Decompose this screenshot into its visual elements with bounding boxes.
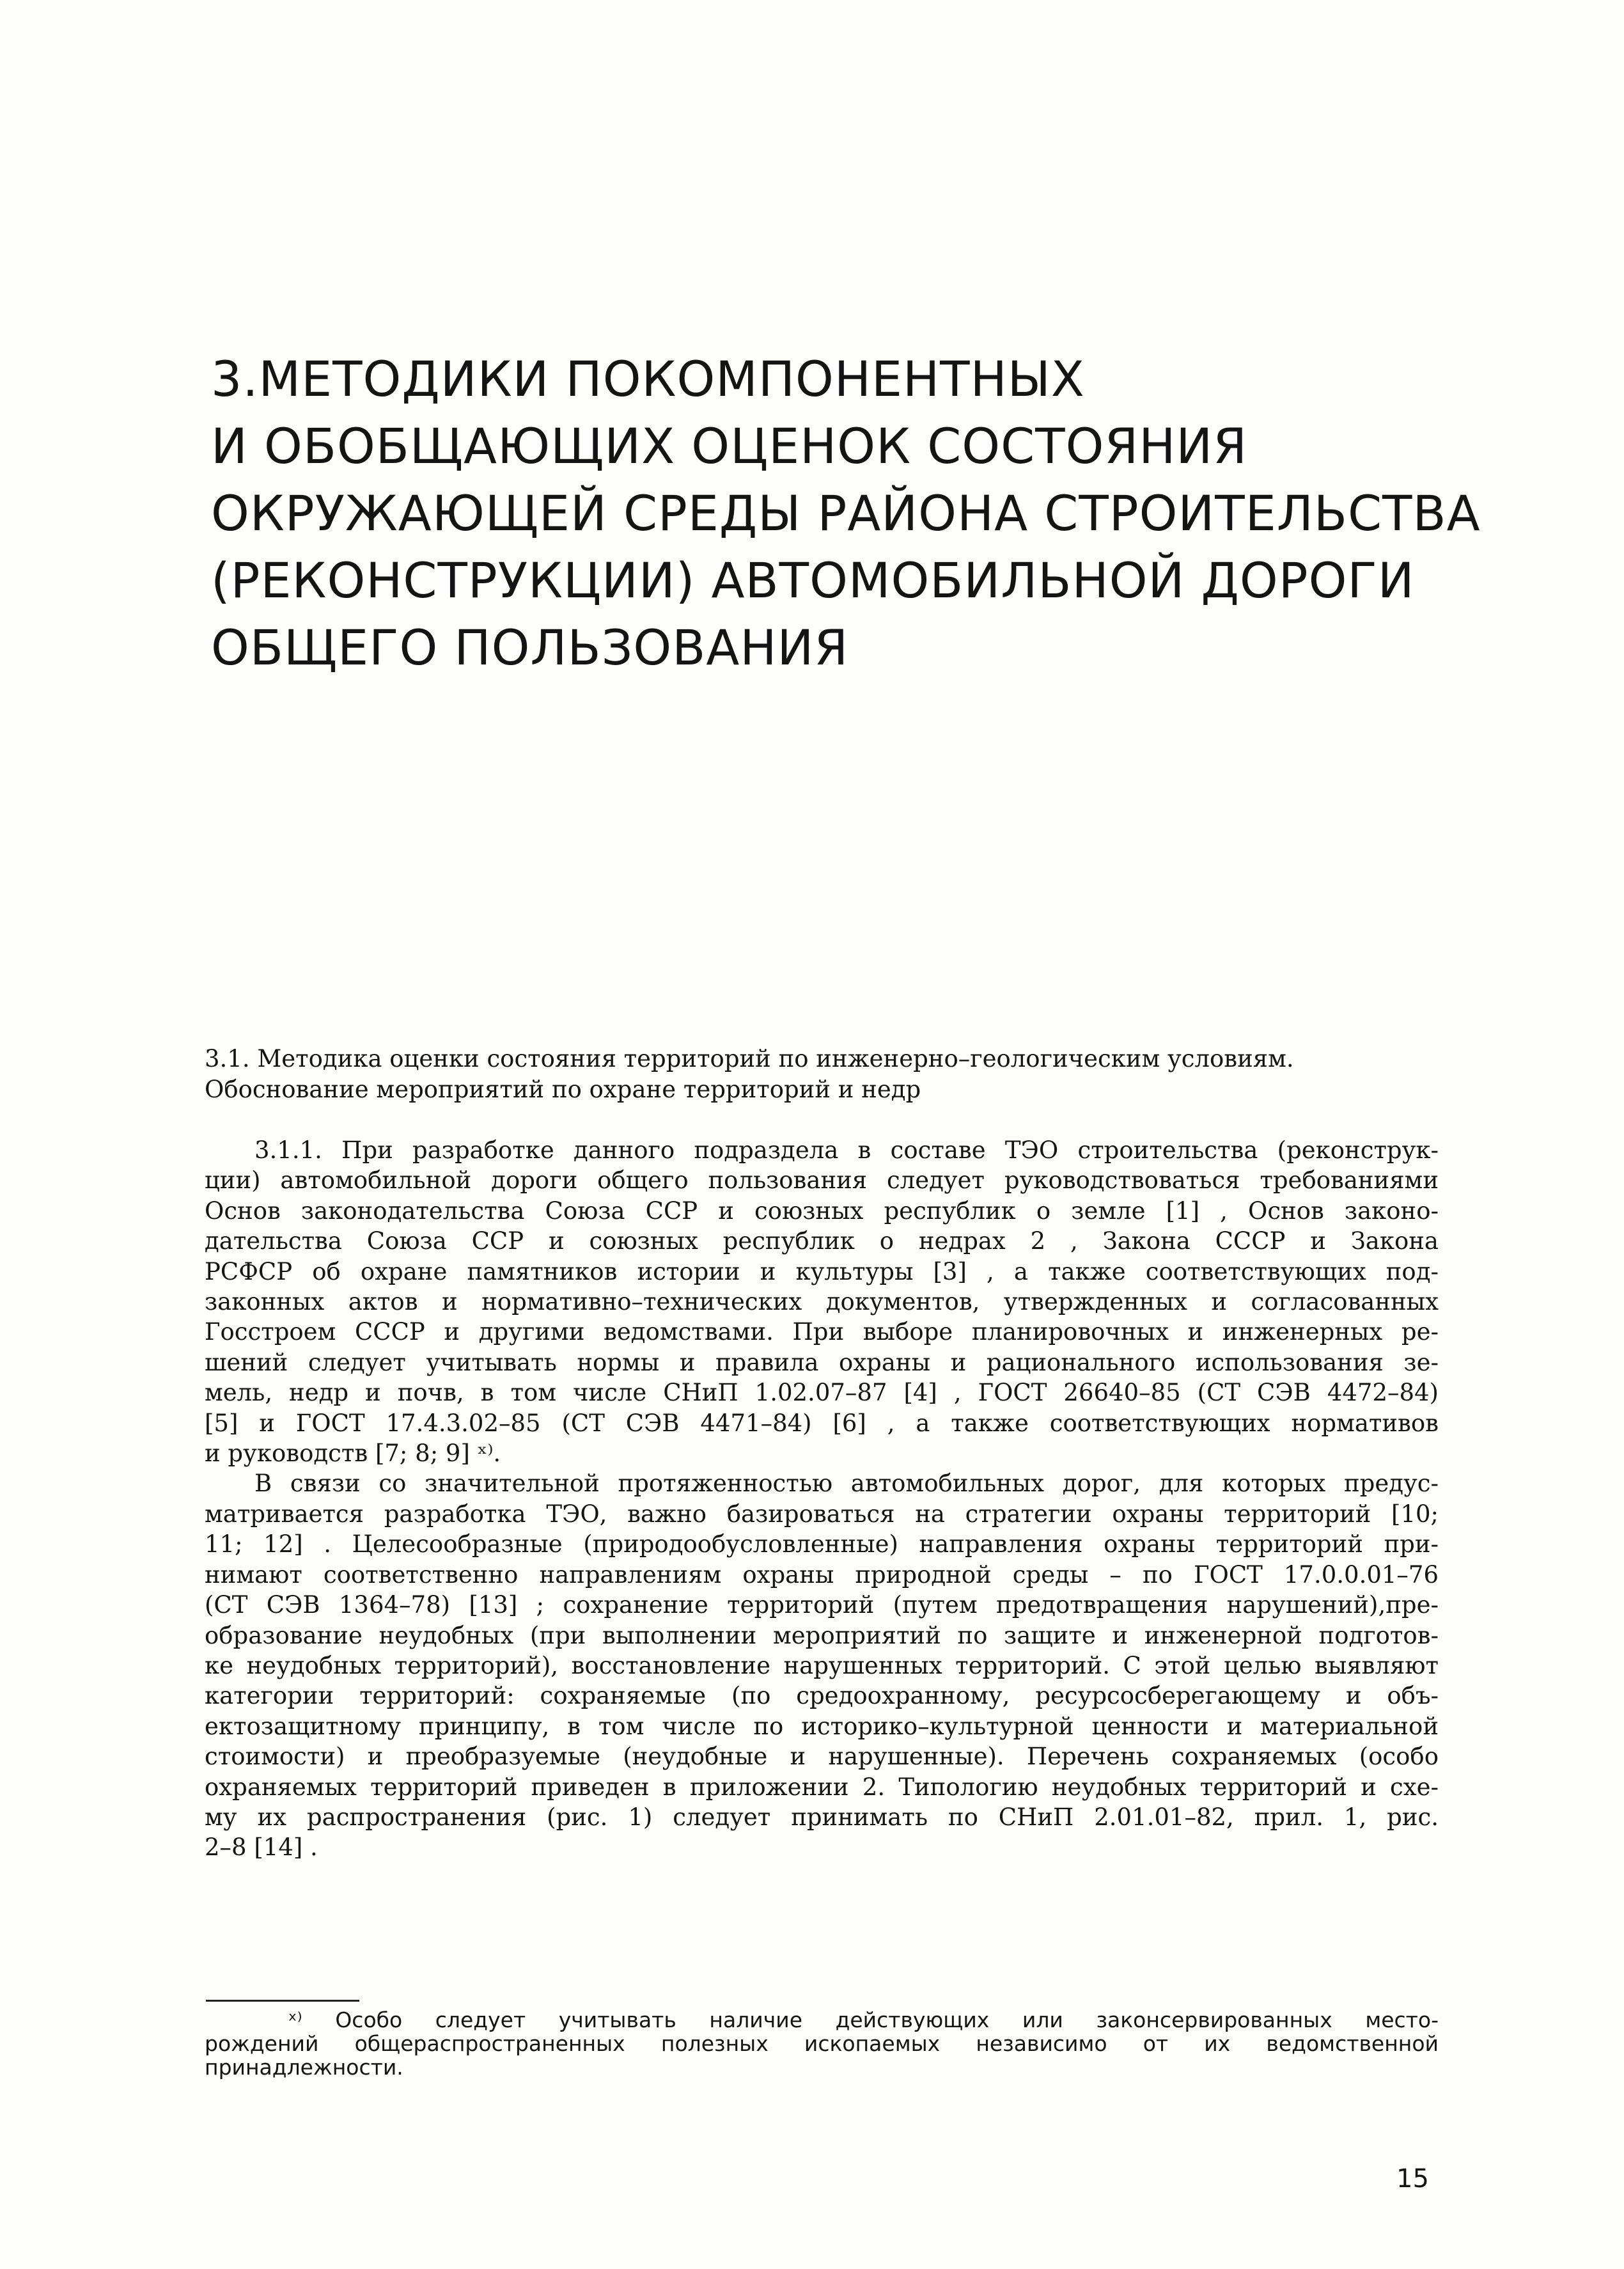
paragraph-3-1-1: [205, 1135, 1439, 1468]
text-line: дательства Союза ССР и союзных республик о недрах 2 , Закона СССР и Закона: [205, 1227, 1439, 1255]
text-line: мель, недр и почв, в том числе СНиП 1.02.07–87 [4] , ГОСТ 26640–85 (СТ СЭВ 4472–84): [205, 1379, 1439, 1407]
text-line: охраняемых территорий приведен в приложении 2. Типологию неудобных территорий и схе-: [205, 1773, 1439, 1801]
text-line: ции) автомобильной дороги общего пользования следует руководствоваться требованиями: [205, 1166, 1439, 1195]
text-line: ке неудобных территорий), восстановление нарушенных территорий. С этой целью выявляют: [205, 1651, 1439, 1679]
text-line: РСФСР об охране памятников истории и культуры [3] , а также соответствующих под-: [205, 1257, 1439, 1285]
footnote-line: принадлежности.: [205, 2055, 403, 2080]
text-line: Госстроем СССР и другими ведомствами. При выборе планировочных и инженерных ре-: [205, 1318, 1439, 1346]
footnote-divider: [206, 2000, 359, 2002]
chapter-title-line: 3.МЕТОДИКИ ПОКОМПОНЕНТНЫХ: [211, 350, 1085, 407]
text-line: стоимости) и преобразуемые (неудобные и нарушенные). Перечень сохраняемых (особо: [205, 1743, 1439, 1771]
text-line: 2–8 [14] .: [205, 1833, 318, 1862]
chapter-title-line: ОБЩЕГО ПОЛЬЗОВАНИЯ: [211, 619, 849, 676]
chapter-title-line: И ОБОБЩАЮЩИХ ОЦЕНОК СОСТОЯНИЯ: [211, 418, 1248, 475]
text-line: 11; 12] . Целесообразные (природообусловленные) направления охраны территорий при-: [205, 1530, 1439, 1558]
footnote-line: ˣ⁾ Особо следует учитывать наличие действующих или законсервированных место-: [288, 2007, 1439, 2032]
text-line: образование неудобных (при выполнении мероприятий по защите и инженерной подготов-: [205, 1621, 1439, 1649]
page-number: 15: [1396, 2164, 1429, 2194]
text-line: му их распространения (рис. 1) следует принимать по СНиП 2.01.01–82, прил. 1, рис.: [205, 1803, 1439, 1831]
text-line: 3.1.1. При разработке данного подраздела в составе ТЭО строительства (реконструк-: [254, 1136, 1439, 1164]
section-heading-line: Обоснование мероприятий по охране территорий и недр: [205, 1076, 921, 1103]
section-heading-line: 3.1. Методика оценки состояния территорий по инженерно–геологическим условиям.: [205, 1045, 1294, 1072]
text-line: нимают соответственно направлениям охраны природной среды – по ГОСТ 17.0.0.01–76: [205, 1560, 1439, 1589]
text-line: категории территорий: сохраняемые (по средоохранному, ресурсосберегающему и объ-: [205, 1682, 1439, 1710]
section-heading: [205, 1044, 1445, 1105]
text-line: В связи со значительной протяженностью автомобильных дорог, для которых предус-: [254, 1470, 1439, 1498]
text-line: и руководств [7; 8; 9] ˣ⁾.: [205, 1440, 501, 1468]
text-line: [5] и ГОСТ 17.4.3.02–85 (СТ СЭВ 4471–84) [6] , а также соответствующих нормативов: [205, 1409, 1439, 1437]
chapter-title-line: (РЕКОНСТРУКЦИИ) АВТОМОБИЛЬНОЙ ДОРОГИ: [211, 552, 1415, 609]
text-line: Основ законодательства Союза ССР и союзных республик о земле [1] , Основ законо-: [205, 1197, 1439, 1225]
chapter-title: [211, 345, 1481, 681]
text-line: (СТ СЭВ 1364–78) [13] ; сохранение территорий (путем предотвращения нарушений),пре-: [205, 1591, 1439, 1619]
footnote: [205, 2008, 1439, 2079]
chapter-title-line: ОКРУЖАЮЩЕЙ СРЕДЫ РАЙОНА СТРОИТЕЛЬСТВА: [211, 485, 1481, 542]
text-line: законных актов и нормативно–технических документов, утвержденных и согласованных: [205, 1288, 1439, 1316]
text-line: ектозащитному принципу, в том числе по историко–культурной ценности и материальной: [205, 1712, 1439, 1740]
footnote-line: рождений общераспространенных полезных ископаемых независимо от их ведомственной: [205, 2031, 1439, 2056]
body-text: [205, 1135, 1439, 1863]
text-line: матривается разработка ТЭО, важно базироваться на стратегии охраны территорий [10;: [205, 1500, 1439, 1528]
text-line: шений следует учитывать нормы и правила охраны и рационального использования зе-: [205, 1348, 1439, 1376]
paragraph-territory-protection: [205, 1468, 1439, 1862]
